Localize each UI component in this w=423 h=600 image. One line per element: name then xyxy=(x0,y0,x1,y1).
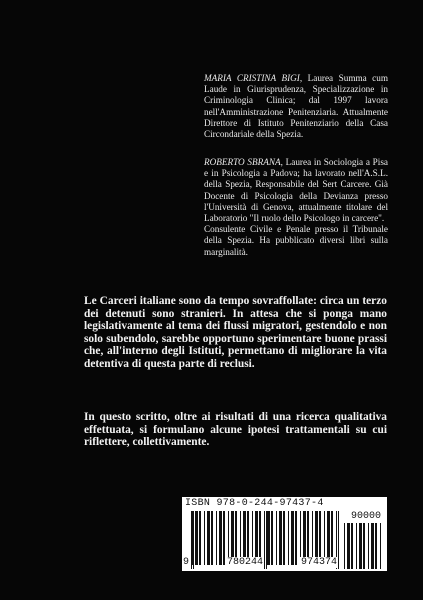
barcode-digit-first: 9 xyxy=(183,557,190,568)
blurb-paragraph-2: In questo scritto, oltre ai risultati di una ricerca qualitativa effettuata, si formulano alcune ipotesi trattamentali su cui riflettere, collettivamente. xyxy=(84,411,387,449)
price-code: 90000 xyxy=(350,511,381,522)
barcode-digit-group-2: 974374 xyxy=(300,557,337,568)
barcode-digit-group-1: 780244 xyxy=(226,557,263,568)
author-name: MARIA CRISTINA BIGI xyxy=(204,73,300,83)
isbn-barcode xyxy=(182,497,387,571)
blurb-paragraph-1: Le Carceri italiane sono da tempo sovraffollate: circa un terzo dei detenuti sono stranieri. In attesa che si ponga mano legislativamente al tema dei flussi migratori, gestendolo e non solo subendolo, sarebbe opportuno sperimentare buone prassi che, all'interno degli Istituti, permettano di migliorare la vita detentiva di questa parte di reclusi. xyxy=(84,295,387,370)
author-bio-text: , Laurea Summa cum Laude in Giurisprudenza, Specializzazione in Criminologia Clinica; dal 1997 lavora nell'Amministrazione Penitenziaria. Attualmente Direttore di Istituto Penitenziario della Casa Circondariale della Spezia. xyxy=(204,73,388,140)
author-bio-text-2: Consulente Civile e Penale presso il Tribunale della Spezia. Ha pubblicato diversi libri sulla marginalità. xyxy=(204,224,388,257)
author-bio-text: , Laurea in Sociologia a Pisa e in Psicologia a Padova; ha lavorato nell'A.S.L. della Spezia, Responsabile del Sert Carcere. Già Docente di Psicologia della Devianza presso l'Università di Genova, attualmente titolare del Laboratorio "Il ruolo dello Psicologo in carcere". xyxy=(204,157,388,224)
author-name: ROBERTO SBRANA xyxy=(204,157,281,167)
author-bio-sbrana xyxy=(204,157,388,258)
author-bio-bigi xyxy=(204,73,388,140)
isbn-label: ISBN 978-0-244-97437-4 xyxy=(185,498,324,509)
barcode-digits xyxy=(182,557,338,568)
